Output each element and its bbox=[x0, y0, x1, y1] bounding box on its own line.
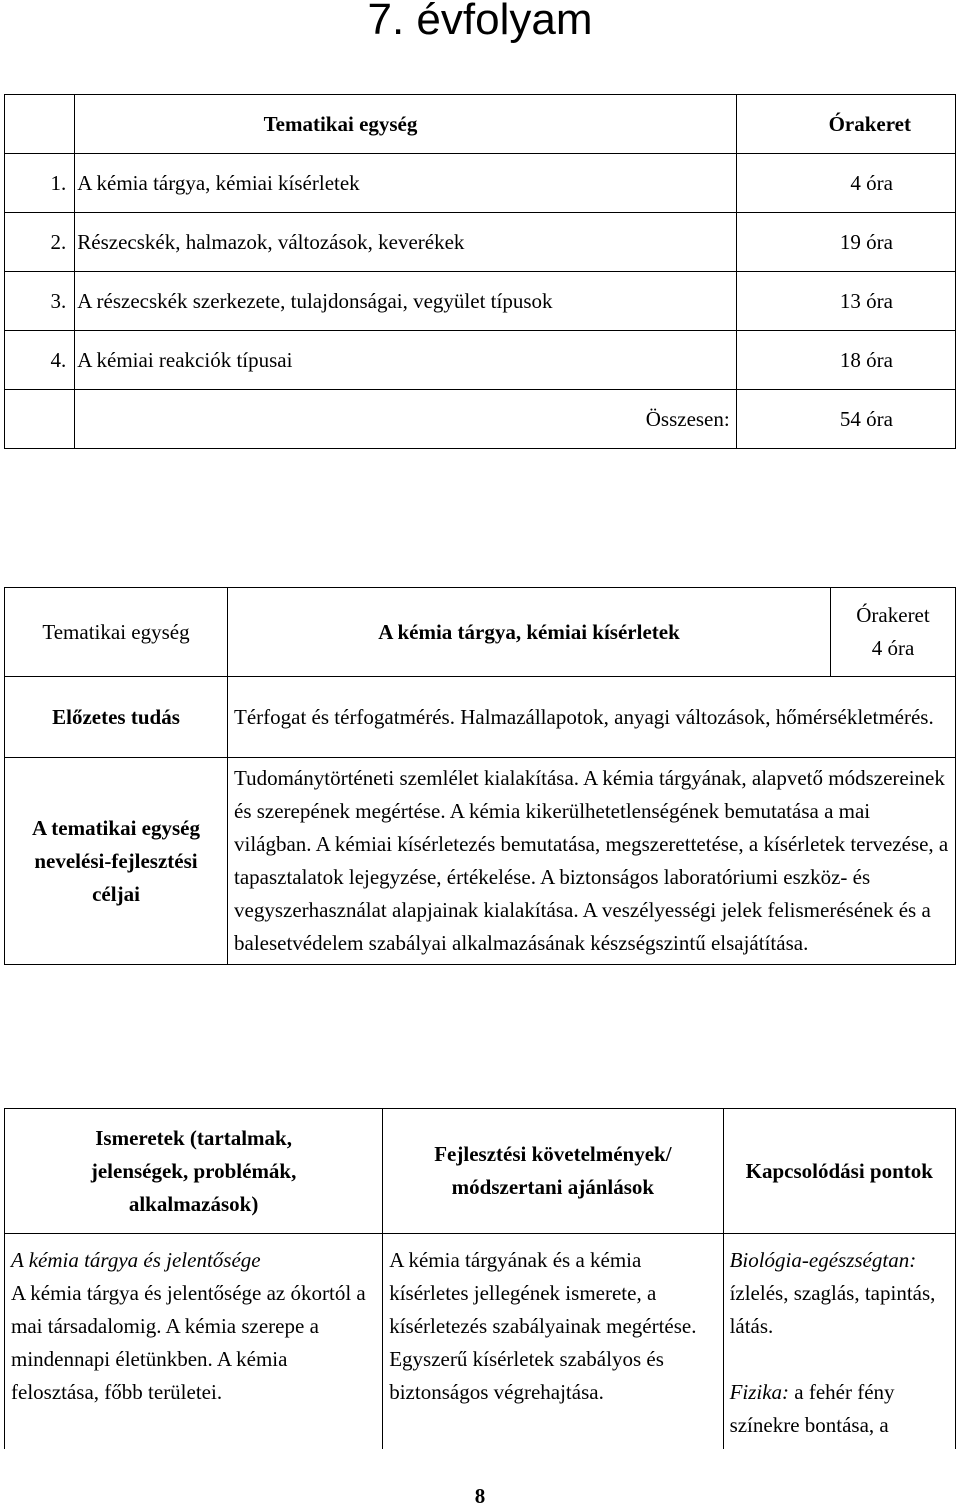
unit-header-title: A kémia tárgya, kémiai kísérletek bbox=[228, 588, 831, 677]
connection-subject: Biológia-egészségtan: bbox=[729, 1248, 917, 1272]
header-knowledge: Ismeretek (tartalmak, jelenségek, problémák, alkalmazások) bbox=[5, 1109, 383, 1234]
unit-header-row bbox=[5, 588, 956, 677]
header-requirements: Fejlesztési követelmények/ módszertani ajánlások bbox=[383, 1109, 723, 1234]
header-connections: Kapcsolódási pontok bbox=[723, 1109, 955, 1234]
row-num: 1. bbox=[5, 154, 75, 213]
unit-table bbox=[4, 587, 956, 965]
unit-header-hours bbox=[831, 588, 956, 677]
unit-hours-label: Órakeret bbox=[856, 603, 930, 627]
row-hours: 13 óra bbox=[736, 272, 955, 331]
unit-hours-value: 4 óra bbox=[871, 636, 915, 660]
table-row bbox=[5, 154, 956, 213]
goals-text: Tudománytörténeti szemlélet kialakítása. A kémia tárgyának, alapvető módszereinek és szerepének megértése. A kémia kikerülhetetlenségének bemutatása a mai világban. A kémiai kísérletezés bemutatása, megszerettetése, a kísérletek tervezése, a tapasztalatok lejegyzése, értékelése. A biztonságos laboratóriumi eszköz- és vegyszerhasználat alapjainak kialakítása. A veszélyességi jelek felismerésének és a balesetvédelem szabályai alkalmazásának készségszintű elsajátítása. bbox=[228, 758, 956, 965]
total-hours: 54 óra bbox=[736, 390, 955, 449]
row-hours: 19 óra bbox=[736, 213, 955, 272]
row-title: A kémiai reakciók típusai bbox=[75, 331, 736, 390]
unit-header-label: Tematikai egység bbox=[5, 588, 228, 677]
content-header-row bbox=[5, 1109, 956, 1234]
connection-subject: Fizika: bbox=[729, 1380, 790, 1404]
knowledge-heading: A kémia tárgya és jelentősége bbox=[11, 1248, 261, 1272]
knowledge-cell bbox=[5, 1240, 383, 1449]
row-title: A részecskék szerkezete, tulajdonságai, vegyület típusok bbox=[75, 272, 736, 331]
goals-label: A tematikai egység nevelési-fejlesztési céljai bbox=[5, 758, 228, 965]
prior-knowledge-text: Térfogat és térfogatmérés. Halmazállapotok, anyagi változások, hőmérsékletmérés. bbox=[228, 677, 956, 758]
prior-knowledge-label: Előzetes tudás bbox=[5, 677, 228, 758]
page-number: 8 bbox=[474, 1484, 486, 1508]
overview-header-unit: Tematikai egység bbox=[75, 95, 736, 154]
total-num bbox=[5, 390, 75, 449]
goals-row bbox=[5, 758, 956, 965]
table-row bbox=[5, 213, 956, 272]
table-row bbox=[5, 331, 956, 390]
table-row bbox=[5, 272, 956, 331]
connection-text: a fehér fény színekre bontása, a bbox=[729, 1380, 895, 1437]
row-title: A kémia tárgya, kémiai kísérletek bbox=[75, 154, 736, 213]
connection-item bbox=[730, 1376, 949, 1442]
row-num: 4. bbox=[5, 331, 75, 390]
total-row bbox=[5, 390, 956, 449]
row-title: Részecskék, halmazok, változások, keverékek bbox=[75, 213, 736, 272]
content-row bbox=[5, 1240, 956, 1449]
overview-table bbox=[4, 94, 956, 449]
requirements-cell bbox=[383, 1240, 723, 1449]
prior-knowledge-row bbox=[5, 677, 956, 758]
knowledge-text: A kémia tárgya és jelentősége az ókortól a mai társadalomig. A kémia szerepe a mindennapi életünkben. A kémia felosztása, főbb területei. bbox=[11, 1281, 366, 1404]
row-num: 3. bbox=[5, 272, 75, 331]
row-hours: 18 óra bbox=[736, 331, 955, 390]
content-table bbox=[4, 1108, 956, 1449]
requirements-text: A kémia tárgyának és a kémia kísérletes jellegének ismerete, a kísérletezés szabályainak megértése. Egyszerű kísérletek szabályos és biztonságos végrehajtása. bbox=[389, 1248, 697, 1404]
total-label: Összesen: bbox=[75, 390, 736, 449]
overview-header-hours: Órakeret bbox=[736, 95, 955, 154]
overview-header-num bbox=[5, 95, 75, 154]
page-title: 7. évfolyam bbox=[367, 0, 593, 44]
connections-cell bbox=[723, 1240, 955, 1449]
row-hours: 4 óra bbox=[736, 154, 955, 213]
connection-text: ízlelés, szaglás, tapintás, látás. bbox=[729, 1281, 936, 1338]
overview-header-row bbox=[5, 95, 956, 154]
row-num: 2. bbox=[5, 213, 75, 272]
